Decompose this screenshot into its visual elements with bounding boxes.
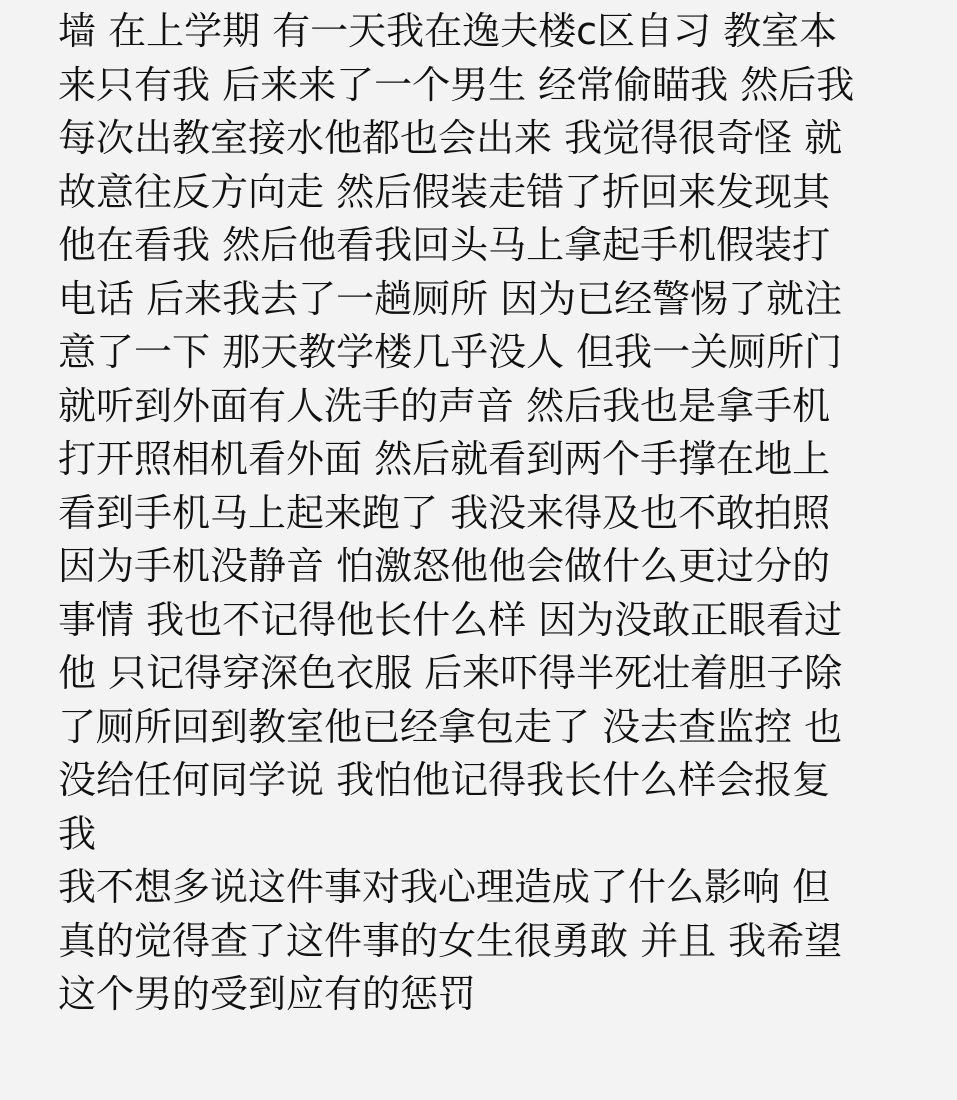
text-line-2: 来只有我 后来来了一个男生 经常偷瞄我 然后我 — [58, 62, 855, 107]
text-line-13: 他 只记得穿深色衣服 后来吓得半死壮着胆子除 — [58, 651, 843, 695]
text-line-19: 这个男的受到应有的惩罚 — [58, 972, 477, 1016]
text-line-9: 打开照相机看外面 然后就看到两个手撑在地上 — [58, 437, 831, 481]
text-line-16: 我 — [58, 811, 97, 856]
text-line-5: 他在看我 然后他看我回头马上拿起手机假装打 — [58, 223, 831, 267]
text-line-14: 了厕所回到教室他已经拿包走了 没去查监控 也 — [58, 704, 843, 749]
text-line-8: 就听到外面有人洗手的声音 然后我也是拿手机 — [58, 383, 831, 428]
text-line-18: 真的觉得查了这件事的女生很勇敢 并且 我希望 — [58, 918, 843, 963]
text-line-7: 意了一下 那天教学楼几乎没人 但我一关厕所门 — [58, 330, 843, 374]
text-line-6: 电话 后来我去了一趟厕所 因为已经警惕了就注 — [58, 276, 843, 321]
text-line-15: 没给任何同学说 我怕他记得我长什么样会报复 — [58, 758, 831, 802]
text-line-17: 我不想多说这件事对我心理造成了什么影响 但 — [58, 865, 831, 909]
post-text-body — [58, 5, 935, 1022]
text-line-1: 墙 在上学期 有一天我在逸夫楼c区自习 教室本 — [58, 9, 838, 53]
text-line-11: 因为手机没静音 怕激怒他他会做什么更过分的 — [58, 544, 831, 588]
text-line-12: 事情 我也不记得他长什么样 因为没敢正眼看过 — [58, 597, 843, 642]
text-line-4: 故意往反方向走 然后假装走错了折回来发现其 — [58, 169, 831, 214]
text-line-10: 看到手机马上起来跑了 我没来得及也不敢拍照 — [58, 490, 831, 535]
text-line-3: 每次出教室接水他都也会出来 我觉得很奇怪 就 — [58, 116, 843, 160]
